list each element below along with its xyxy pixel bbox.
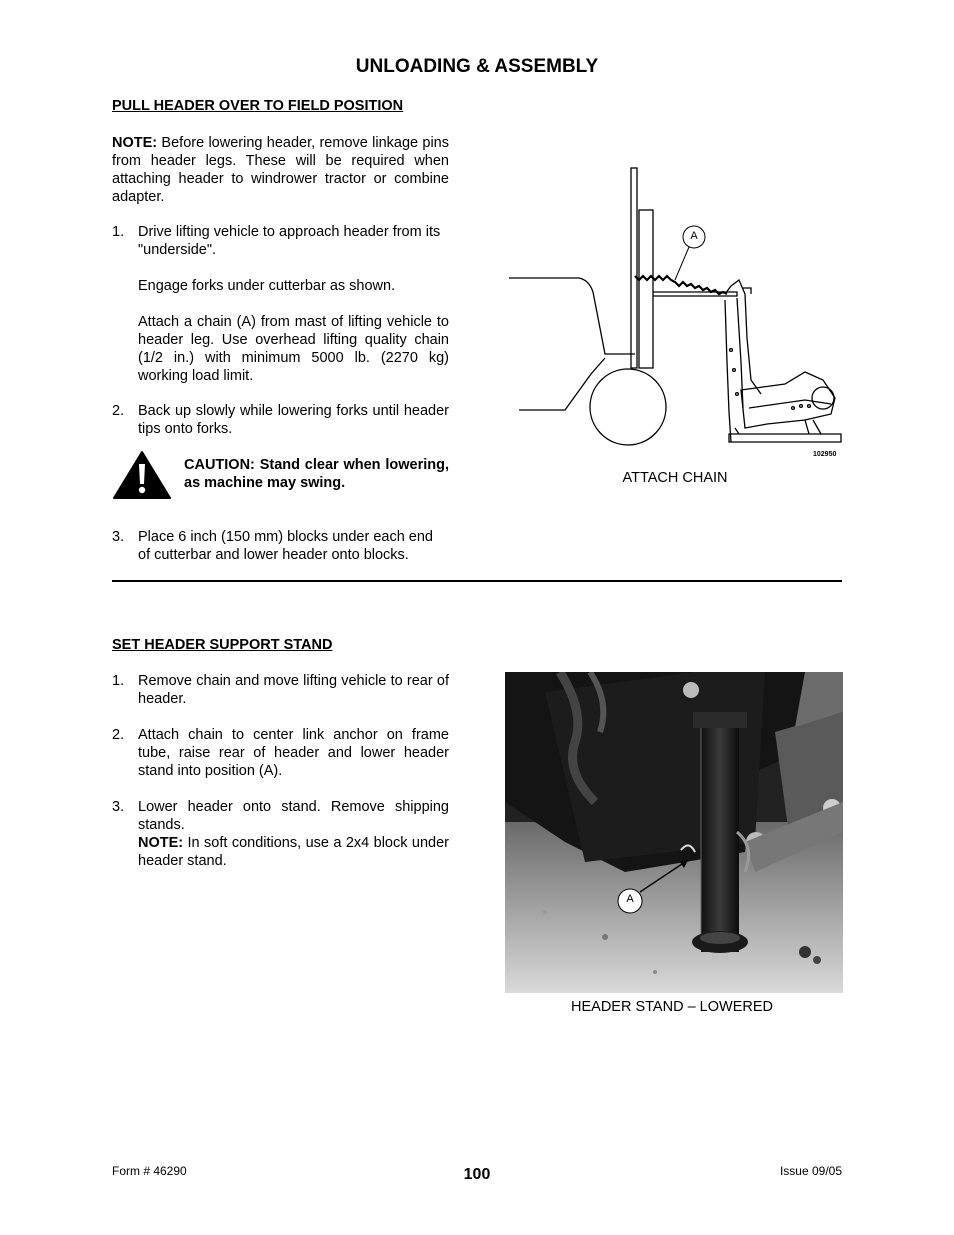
step-text: Remove chain and move lifting vehicle to rear of header. xyxy=(138,673,449,707)
warning-icon xyxy=(112,450,172,500)
step-2 xyxy=(112,402,449,438)
page-title: UNLOADING & ASSEMBLY xyxy=(355,56,599,77)
stand-step-3 xyxy=(112,798,449,870)
form-number: Form # 46290 xyxy=(112,1164,187,1178)
step-paragraph: Place 6 inch (150 mm) blocks under each end of cutterbar and lower header onto blocks. xyxy=(138,529,433,563)
section-heading-pull-header: PULL HEADER OVER TO FIELD POSITION xyxy=(112,98,404,114)
step-paragraph: Engage forks under cutterbar as shown. xyxy=(138,278,396,294)
step-number: 2. xyxy=(112,727,125,743)
attach-chain-illustration xyxy=(505,162,845,462)
step-text: Lower header onto stand. Remove shipping stands. xyxy=(138,799,449,833)
note-text: Before lowering header, remove linkage pins from header legs. These will be required when attaching header to windrower tractor or combine adapter. xyxy=(112,135,449,205)
callout-label: A xyxy=(626,893,634,905)
part-number: 102950 xyxy=(813,451,837,458)
step-text: Attach chain to center link anchor on frame tube, raise rear of header and lower header stand into position (A). xyxy=(138,727,449,779)
note-label: NOTE: xyxy=(112,135,158,151)
caution-text: CAUTION: Stand clear when lowering, as machine may swing. xyxy=(184,457,449,491)
section-divider xyxy=(112,580,842,582)
soft-conditions-note xyxy=(138,834,449,870)
step-3 xyxy=(112,528,449,564)
step-number: 3. xyxy=(112,799,125,815)
note-label: NOTE: xyxy=(138,835,184,851)
stand-step-1 xyxy=(112,672,449,708)
note-linkage-pins xyxy=(112,134,449,206)
step-number: 2. xyxy=(112,403,125,419)
section-heading-support-stand: SET HEADER SUPPORT STAND xyxy=(112,637,333,653)
step-paragraph: Drive lifting vehicle to approach header from its "underside". xyxy=(138,224,441,258)
step-paragraph: Back up slowly while lowering forks until header tips onto forks. xyxy=(138,403,449,437)
header-stand-photo xyxy=(505,672,843,993)
note-text: In soft conditions, use a 2x4 block under header stand. xyxy=(138,835,449,869)
step-1 xyxy=(112,223,449,385)
issue-date: Issue 09/05 xyxy=(779,1164,842,1178)
callout-label: A xyxy=(690,230,698,242)
step-paragraph: Attach a chain (A) from mast of lifting vehicle to header leg. Use overhead lifting quality chain (1/2 in.) with minimum 5000 lb. (2270 kg) working load limit. xyxy=(138,314,449,384)
page-number: 100 xyxy=(463,1166,491,1183)
stand-step-2 xyxy=(112,726,449,780)
figure-caption: HEADER STAND – LOWERED xyxy=(571,999,773,1015)
figure-caption: ATTACH CHAIN xyxy=(622,470,728,486)
step-number: 1. xyxy=(112,673,125,689)
step-number: 3. xyxy=(112,529,125,545)
step-number: 1. xyxy=(112,224,125,240)
